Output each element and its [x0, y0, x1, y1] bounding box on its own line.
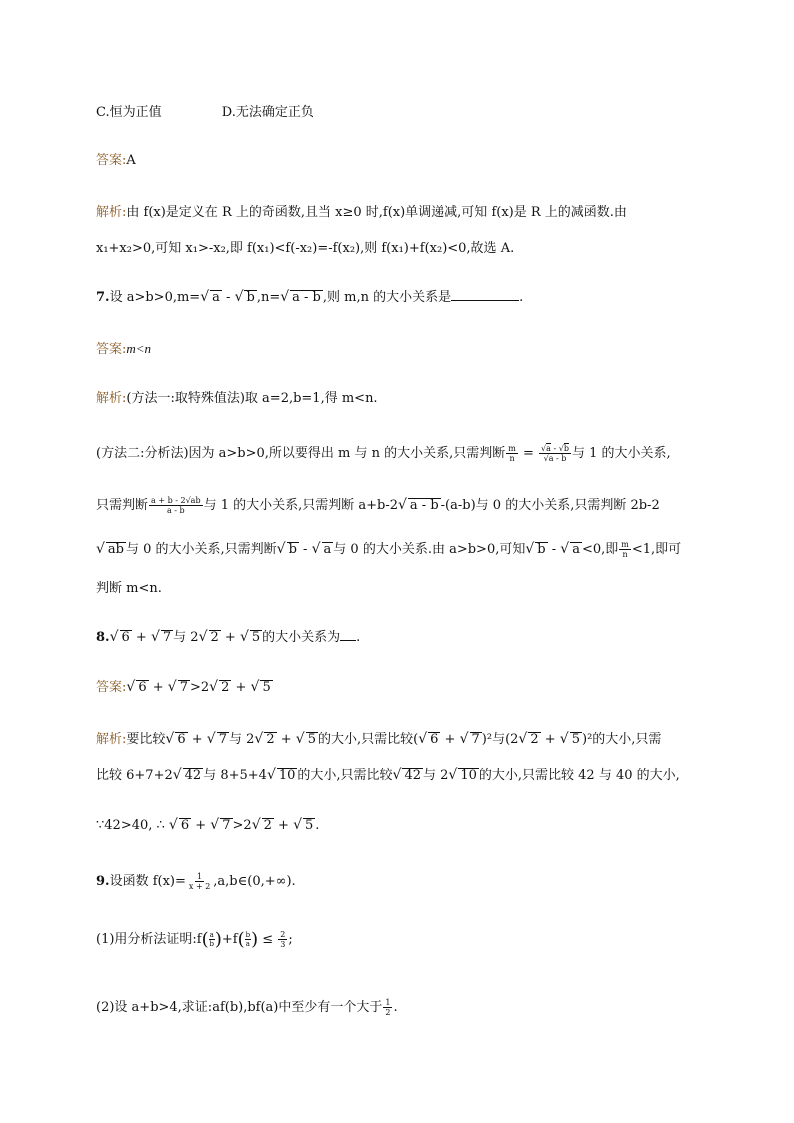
- analysis-text: 与: [228, 732, 247, 747]
- q7-method2-line1: (方法二:分析法)因为 a>b>0,所以要得出 m 与 n 的大小关系,只需判断 $\frac{m}{n}$ = $\frac{√a - √b}{√a - b}$ 与 1 的大小关系,: [96, 444, 671, 463]
- analysis-text: )²与(: [481, 732, 511, 747]
- analysis-text: 判断 m<n.: [96, 581, 162, 596]
- question-text: (2)设 a+b>4,求证:af(b),bf(a)中至少有一个大于: [96, 1000, 383, 1015]
- q6-analysis-line2: [96, 240, 514, 258]
- fraction-expr: $\frac{a + b - 2√ab}{a - b}$: [151, 496, 201, 515]
- q9-part2: (2)设 a+b>4,求证:af(b),bf(a)中至少有一个大于 $\frac{1}{2}$ .: [96, 998, 398, 1017]
- question-text: 设 a>b>0,m=: [109, 290, 201, 305]
- q7-question: 7.设 a>b>0,m=√ a - √ b ,n=√ a - b ,则 m,n 的大小关系是 .: [96, 289, 524, 305]
- paren-b-over-a: ( b a ): [237, 928, 259, 950]
- answer-label: 答案:: [96, 680, 127, 695]
- q9-question: [96, 872, 296, 891]
- analysis-text: )²的大小,只需: [582, 732, 662, 747]
- analysis-text: 与 0 的大小关系.由 a>b>0,可知: [333, 542, 526, 557]
- analysis-text: 的大小,只需比较 42 与 40 的大小,: [478, 768, 680, 783]
- question-text: ,a,b∈(0,+∞).: [213, 874, 296, 889]
- answer-blank: [340, 629, 356, 641]
- sqrt-ab: ab: [107, 542, 124, 557]
- q8-analysis-line2: 比较 6+7+2√ 42 与 8+5+4√ 10 的大小,只需比较√ 42 与 2√ 10 的大小,只需比较 42 与 40 的大小,: [96, 767, 680, 783]
- analysis-label: 解析:: [96, 205, 127, 220]
- option-d: D.无法确定正负: [221, 105, 314, 120]
- question-text: ,则 m,n 的大小关系是: [322, 290, 452, 305]
- q7-method1: [96, 390, 378, 408]
- question-number: 9.: [96, 874, 110, 889]
- analysis-text: 与 2: [423, 768, 449, 783]
- fraction-m-n: $\frac{m}{n}$: [508, 444, 516, 463]
- analysis-label: 解析:: [96, 732, 127, 747]
- question-text: (1)用分析法证明:f: [96, 932, 202, 947]
- fraction-sqrt: $\frac{√a - √b}{√a - b}$: [541, 444, 569, 463]
- analysis-text: x₁+x₂>0,可知 x₁>-x₂,即 f(x₁)<f(-x₂)=-f(x₂),则 f(x₁)+f(x₂)<0,故选 A.: [96, 241, 515, 256]
- fraction-1-over-x2: $\frac{1}{x + 2}$: [188, 872, 211, 891]
- question-text: 与: [173, 630, 191, 645]
- option-row: [96, 104, 314, 122]
- q7-answer: [96, 340, 151, 359]
- analysis-text: 与 1 的大小关系,: [571, 446, 671, 461]
- sqrt-b: b: [246, 290, 255, 305]
- analysis-text: 与 0 的大小关系,只需判断: [126, 542, 277, 557]
- option-c: C.恒为正值: [96, 105, 162, 120]
- q6-answer: [96, 152, 136, 170]
- analysis-text: <0,即: [581, 542, 619, 557]
- question-text: ,n=: [256, 290, 281, 305]
- paren-a-over-b: ( a b ): [201, 928, 222, 950]
- analysis-text: ∵42>40, ∴: [96, 818, 169, 833]
- fraction-2-3: $\frac{2}{3}$: [280, 930, 286, 949]
- fraction-m-n: $\frac{m}{n}$: [621, 540, 629, 559]
- q7-method2-line4: [96, 580, 162, 598]
- q9-part1: (1)用分析法证明:f ( a b ) +f ( b a ) ≤ $\frac{2}{3}$ ;: [96, 928, 293, 950]
- q7-method2-line3: √ ab 与 0 的大小关系,只需判断√ b - √ a 与 0 的大小关系.由 a>b>0,可知√ b - √ a <0,即 $\frac{m}{n}$ <1,即可: [96, 540, 682, 559]
- answer-label: 答案:: [96, 153, 127, 168]
- analysis-text: 的大小,只需比较: [297, 768, 393, 783]
- q8-analysis-line1: 解析:要比较√ 6 + √ 7 与 2√ 2 + √ 5 的大小,只需比较(√ 6 + √ 7 )²与(2√ 2 + √ 5 )²的大小,只需: [96, 731, 662, 747]
- sqrt-ab: a - b: [409, 498, 439, 513]
- sqrt-a: a: [212, 290, 220, 305]
- q7-method2-line2: 只需判断 $\frac{a + b - 2√ab}{a - b}$ 与 1 的大小关系,只需判断 a+b-2√ a - b -(a-b)与 0 的大小关系,只需判断 2b-2: [96, 496, 660, 515]
- answer-label: 答案:: [96, 342, 127, 357]
- analysis-text: -(a-b)与 0 的大小关系,只需判断 2b-2: [440, 498, 660, 513]
- q8-answer: 答案:√ 6 + √ 7 >2√ 2 + √ 5: [96, 679, 271, 695]
- question-end: .: [519, 290, 524, 305]
- analysis-text: (方法二:分析法)因为 a>b>0,所以要得出 m 与 n 的大小关系,只需判断: [96, 446, 506, 461]
- question-text: 设函数 f(x)=: [109, 874, 186, 889]
- answer-blank: [451, 289, 519, 301]
- analysis-text: (方法一:取特殊值法)取 a=2,b=1,得 m<n.: [126, 391, 378, 406]
- analysis-text: 只需判断: [96, 498, 149, 513]
- analysis-label: 解析:: [96, 391, 127, 406]
- analysis-text: 要比较: [126, 732, 166, 747]
- q8-analysis-line3: ∵42>40, ∴ √ 6 + √ 7 >2√ 2 + √ 5 .: [96, 817, 320, 833]
- fraction-1-2: $\frac{1}{2}$: [385, 998, 391, 1017]
- q6-analysis-line1: [96, 204, 627, 222]
- question-number: 7.: [96, 290, 110, 305]
- question-number: 8.: [96, 630, 110, 645]
- q8-question: 8.√ 6 + √ 7 与 2√ 2 + √ 5 的大小关系为 .: [96, 629, 361, 645]
- analysis-text: 的大小,只需比较(: [317, 732, 419, 747]
- answer-value: A: [126, 153, 136, 168]
- analysis-text: 由 f(x)是定义在 R 上的奇函数,且当 x≥0 时,f(x)单调递减,可知 f(x)是 R 上的减函数.由: [126, 205, 627, 220]
- sqrt-a-minus-b: a - b: [292, 290, 321, 305]
- answer-value: m<n: [126, 341, 152, 356]
- minus-sign: -: [221, 290, 235, 305]
- analysis-text: 与 1 的大小关系,只需判断 a+b-2: [203, 498, 398, 513]
- question-text: 的大小关系为: [262, 630, 341, 645]
- analysis-text: <1,即可: [631, 542, 682, 557]
- analysis-text: 比较 6+7+2: [96, 768, 173, 783]
- analysis-text: 与 8+5+4: [203, 768, 267, 783]
